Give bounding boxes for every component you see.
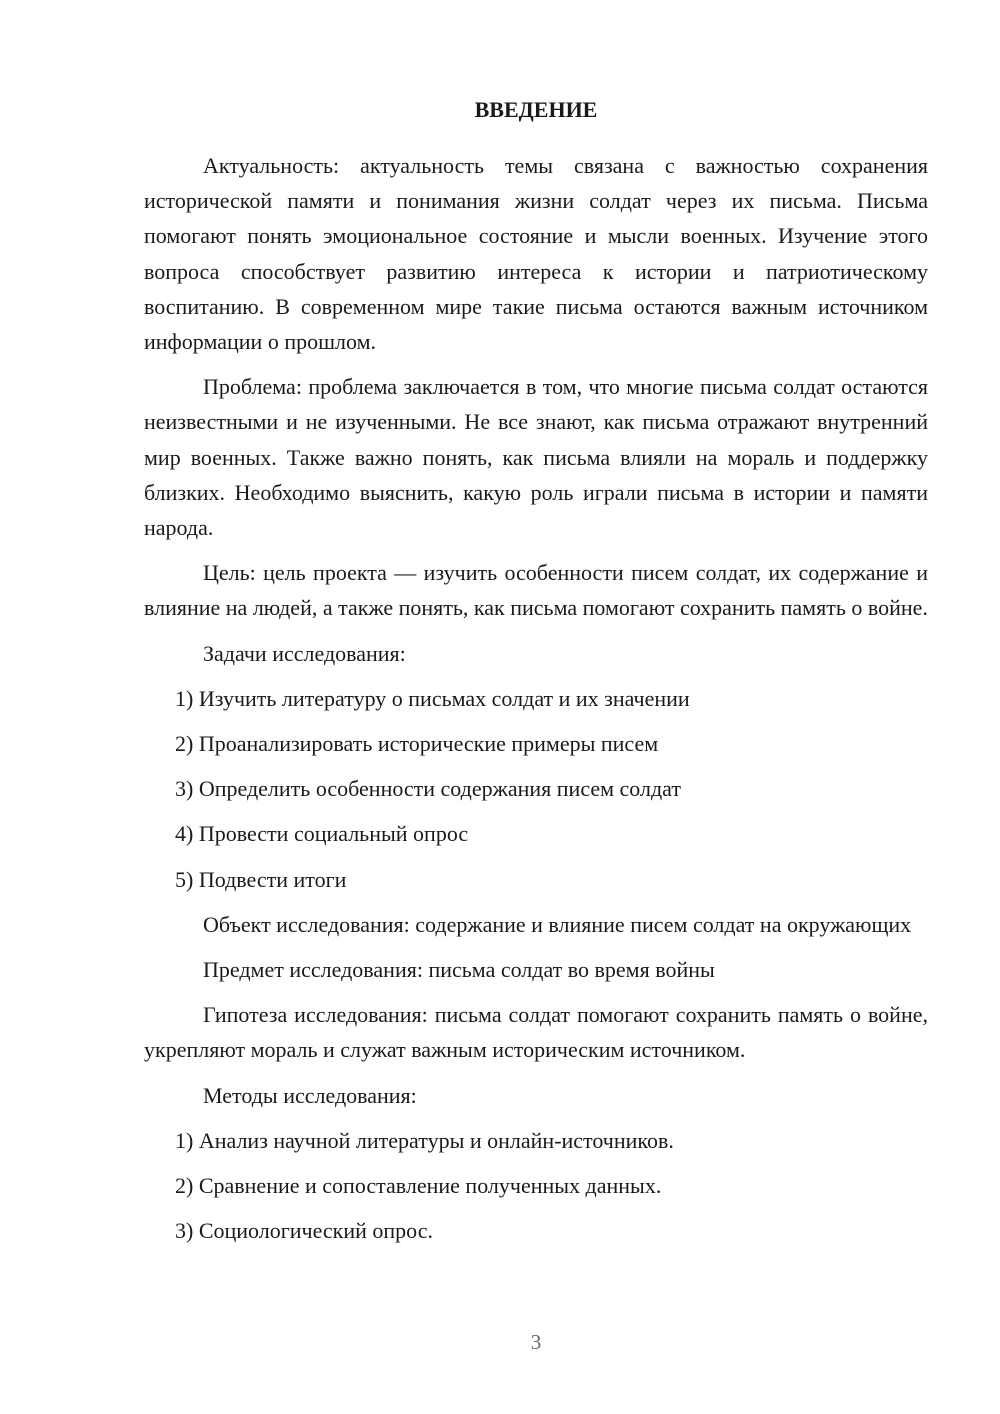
task-item: 5) Подвести итоги (175, 866, 347, 892)
object-paragraph: Объект исследования: содержание и влияние писем солдат на окружающих (203, 911, 912, 937)
task-item: 2) Проанализировать исторические примеры писем (175, 731, 659, 757)
relevance-paragraph: Актуальность: актуальность темы связана с важностью сохранения исторической памяти и понимания жизни солдат через их письма. Письма помогают понять эмоциональное состояние и мысли военных. Изучение этого вопроса способствует развитию интереса к истории и патриотическому воспитанию. В современном мире такие письма остаются важным источником информации о прошлом. (144, 153, 928, 355)
method-item: 2) Сравнение и сопоставление полученных данных. (175, 1173, 662, 1199)
tasks-label: Задачи исследования: (203, 640, 406, 666)
method-item: 1) Анализ научной литературы и онлайн-источников. (175, 1127, 674, 1153)
methods-list (144, 1123, 928, 1249)
task-item: 4) Провести социальный опрос (175, 821, 469, 847)
subject-paragraph: Предмет исследования: письма солдат во время войны (203, 957, 715, 983)
hypothesis-paragraph: Гипотеза исследования: письма солдат помогают сохранить память о войне, укрепляют мораль и служат важным историческим источником. (144, 1002, 928, 1063)
task-item: 1) Изучить литературу о письмах солдат и их значении (175, 685, 690, 711)
tasks-list (144, 681, 928, 897)
page-content (144, 96, 928, 1258)
task-item: 3) Определить особенности содержания писем солдат (175, 776, 681, 802)
problem-paragraph: Проблема: проблема заключается в том, что многие письма солдат остаются неизвестными и не изученными. Не все знают, как письма отражают внутренний мир военных. Также важно понять, как письма влияли на мораль и поддержку близких. Необходимо выяснить, какую роль играли письма в истории и памяти народа. (144, 374, 928, 541)
methods-label: Методы исследования: (203, 1082, 417, 1108)
page-number: 3 (530, 1330, 542, 1354)
goal-paragraph: Цель: цель проекта — изучить особенности писем солдат, их содержание и влияние на людей, а также понять, как письма помогают сохранить память о войне. (144, 560, 928, 621)
method-item: 3) Социологический опрос. (175, 1218, 433, 1244)
page-title: ВВЕДЕНИЕ (474, 97, 598, 122)
